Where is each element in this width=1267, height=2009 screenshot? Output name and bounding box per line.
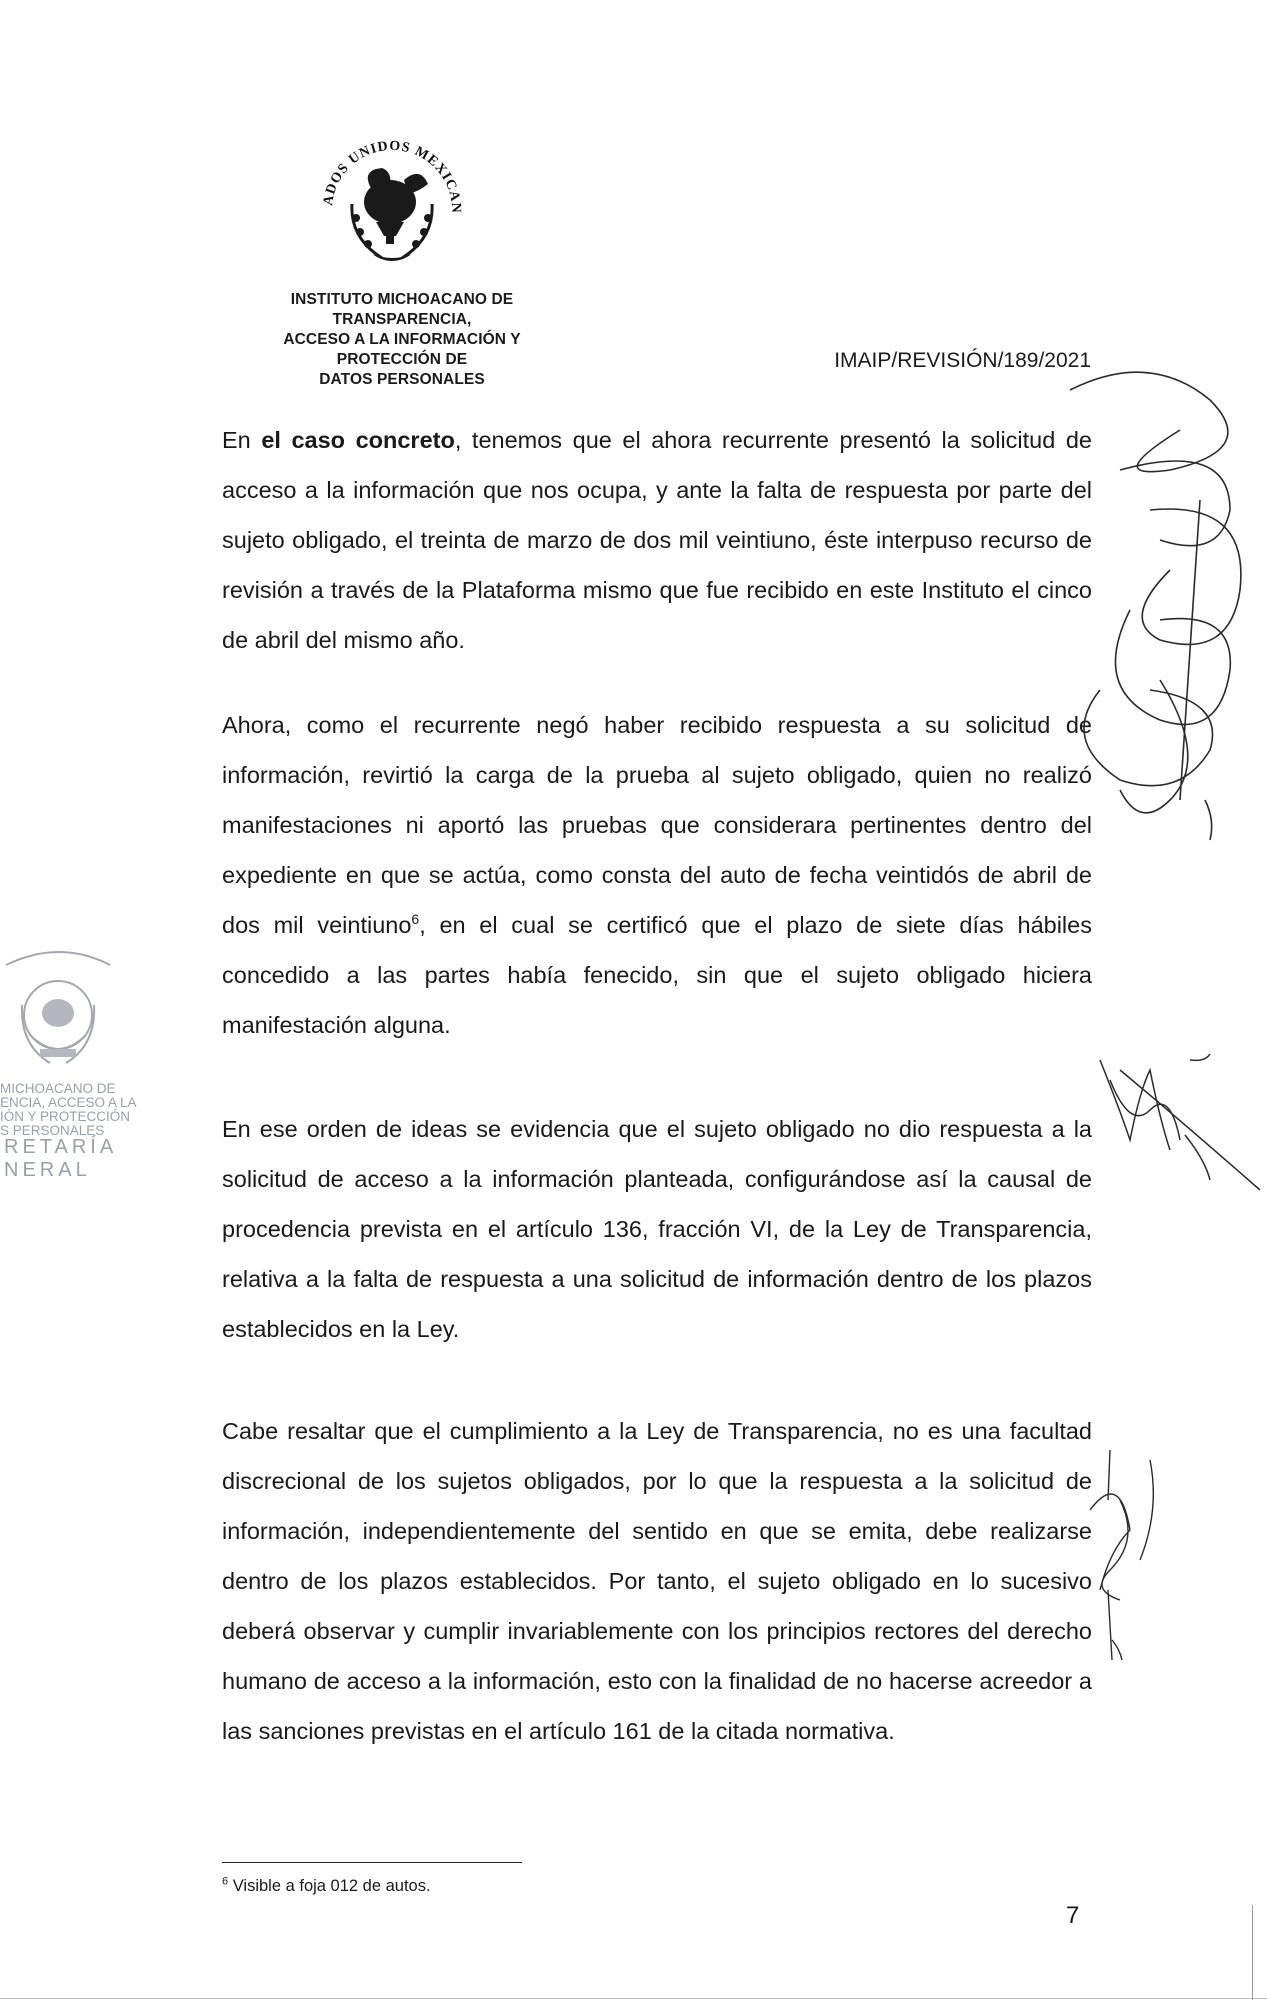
paragraph-2-text-a: Ahora, como el recurrente negó haber recibido respuesta a su solicitud de información, revirtió la carga de la prueba al sujeto obligado, quien no realizó manifestaciones ni aportó las pruebas que considerara pertinentes dentro del expediente en que se actúa, como consta del auto de fecha veintidós de abril de dos mil veintiuno [222, 712, 1092, 938]
stamp-line-3: IÓN Y PROTECCIÓN [0, 1109, 131, 1124]
stamp-line-4: S PERSONALES [0, 1123, 105, 1138]
footnote-divider [222, 1862, 522, 1863]
institute-line-1: INSTITUTO MICHOACANO DE TRANSPARENCIA, [290, 291, 514, 328]
stamp-line-2: ENCIA, ACCESO A LA [0, 1095, 137, 1110]
paragraph-4: Cabe resaltar que el cumplimiento a la Ley de Transparencia, no es una facultad discrecional de los sujetos obligados, por lo que la respuesta a la solicitud de información, independientemente del sentido en que se emita, debe realizarse dentro de los plazos establecidos. Por tanto, el sujeto obligado en lo sucesivo deberá observar y cumplir invariablemente con los principios rectores del derecho humano de acceso a la información, esto con la finalidad de no hacerse acreedor a las sanciones previstas en el artículo 161 de la citada normativa. [222, 1418, 1092, 1744]
stamp-line-6: NERAL [4, 1159, 91, 1181]
footnote [222, 1877, 431, 1896]
paragraph-1 [222, 415, 1092, 665]
stamp-line-5: RETARÍA [4, 1136, 118, 1158]
handwritten-initials-middle [1090, 1050, 1265, 1220]
scan-edge-mark [1252, 1905, 1253, 2000]
paragraph-1-text: , tenemos que el ahora recurrente presentó la solicitud de acceso a la información que nos ocupa, y ante la falta de respuesta por parte del sujeto obligado, el treinta de marzo de dos mil veintiuno, éste interpuso recurso de revisión a través de la Plataforma mismo que fue recibido en este Instituto el cinco de abril del mismo año. [222, 427, 1093, 653]
institute-line-3: DATOS PERSONALES [319, 371, 485, 388]
footnote-text: Visible a foja 012 de autos. [232, 1877, 431, 1895]
stamp-line-1: MICHOACANO DE [0, 1081, 116, 1096]
paragraph-1-lead: En [222, 427, 262, 453]
footnote-number: 6 [222, 1875, 229, 1888]
institute-name [232, 290, 572, 390]
handwritten-signature-top [1060, 360, 1260, 840]
paragraph-1-bold: el caso concreto [261, 427, 455, 453]
paragraph-2-text-b: , en el cual se certificó que el plazo de siete días hábiles concedido a las partes había fenecido, sin que el sujeto obligado hiciera manifestación alguna. [222, 912, 1092, 1038]
case-number: IMAIP/REVISIÓN/189/2021 [834, 349, 1091, 372]
mexican-coat-of-arms-seal [306, 107, 472, 283]
scan-edge-line [0, 1998, 1267, 1999]
paragraph-3: En ese orden de ideas se evidencia que el sujeto obligado no dio respuesta a la solicitud de acceso a la información planteada, configurándose así la causal de procedencia prevista en el artículo 136, fracción VI, de la Ley de Transparencia, relativa a la falta de respuesta a una solicitud de información dentro de los plazos establecidos en la Ley. [222, 1116, 1092, 1342]
page-number: 7 [1066, 1902, 1080, 1929]
footnote-reference: 6 [411, 911, 420, 928]
svg-text:ESTADOS UNIDOS MEXICANOS: ESTADOS UNIDOS MEXICANOS [306, 107, 464, 214]
paragraph-2 [222, 700, 1092, 1050]
handwritten-initials-bottom [1050, 1440, 1180, 1660]
institute-line-2: ACCESO A LA INFORMACIÓN Y PROTECCIÓN DE [283, 331, 521, 368]
